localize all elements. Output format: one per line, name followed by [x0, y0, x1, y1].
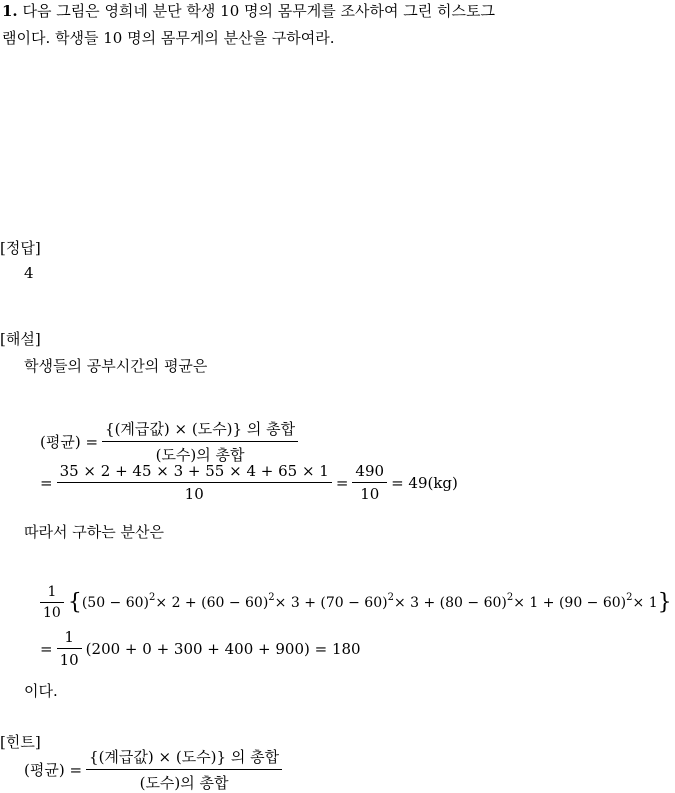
hint-fraction: [86, 746, 282, 793]
hint-lhs: (평균) =: [24, 761, 83, 779]
problem-number: 1.: [2, 2, 18, 20]
var-term-1: $(50 - 60)^2$: [81, 591, 156, 611]
var2-fraction: [57, 628, 82, 669]
explanation-heading: [해설]: [0, 330, 41, 348]
close-brace: }: [657, 589, 672, 615]
mean-denominator: (도수)의 총합: [155, 446, 245, 464]
var-term-6: × 1: [632, 594, 658, 611]
variance-intro: 따라서 구하는 분산은: [24, 523, 164, 541]
conclusion: 이다.: [24, 682, 58, 700]
hint-numerator: {(계급값) × (도수)} 의 총합: [86, 746, 282, 770]
variance-result: [40, 628, 361, 669]
var2-expression: (200 + 0 + 300 + 400 + 900) = 180: [85, 639, 361, 658]
hint-heading: [힌트]: [0, 733, 41, 751]
answer-heading: [정답]: [0, 239, 41, 257]
mean-calculation: [40, 462, 458, 503]
hint-formula: [24, 746, 286, 793]
problem-line-2: 램이다. 학생들 10 명의 몸무게의 분산을 구하여라.: [2, 29, 335, 47]
var2-numerator: 1: [57, 628, 82, 649]
answer-value: 4: [24, 264, 34, 282]
var-term-3: × $3 + (70 - 60)^2$: [274, 591, 394, 611]
var-term-2: × $2 + (60 - 60)^2$: [155, 591, 275, 611]
calc-eq-2: =: [335, 473, 349, 492]
calc-denominator-2: 10: [360, 485, 380, 503]
variance-frac-num: 1: [40, 584, 64, 603]
mean-formula: [40, 418, 302, 465]
var-term-5: × $1 + (90 - 60)^2$: [513, 591, 633, 611]
calc-numerator: 35 × 2 + 45 × 3 + 55 × 4 + 65 × 1: [57, 462, 332, 483]
calc-numerator-2: 490: [352, 462, 387, 483]
explanation-intro: 학생들의 공부시간의 평균은: [24, 357, 208, 375]
mean-fraction: [102, 418, 298, 465]
problem-line-1: [2, 0, 495, 21]
calc-eq: =: [40, 473, 53, 492]
mean-lhs: (평균) =: [40, 433, 99, 451]
calc-fraction-2: [352, 462, 387, 503]
calc-denominator: 10: [184, 485, 204, 503]
calc-fraction: [57, 462, 332, 503]
problem-text-1: 다음 그림은 영희네 분단 학생 10 명의 몸무게를 조사하여 그린 히스토그: [22, 2, 495, 20]
calc-result: = 49(kg): [391, 473, 458, 492]
hint-denominator: (도수)의 총합: [139, 774, 229, 792]
var2-eq: =: [40, 639, 53, 658]
var-term-4: × $3 + (80 - 60)^2$: [393, 591, 514, 611]
var2-denominator: 10: [59, 651, 79, 669]
variance-fraction: [40, 584, 64, 621]
variance-expression: [40, 584, 672, 621]
mean-numerator: {(계급값) × (도수)} 의 총합: [102, 418, 298, 442]
variance-frac-den: 10: [43, 605, 61, 621]
open-brace: {: [67, 589, 82, 615]
